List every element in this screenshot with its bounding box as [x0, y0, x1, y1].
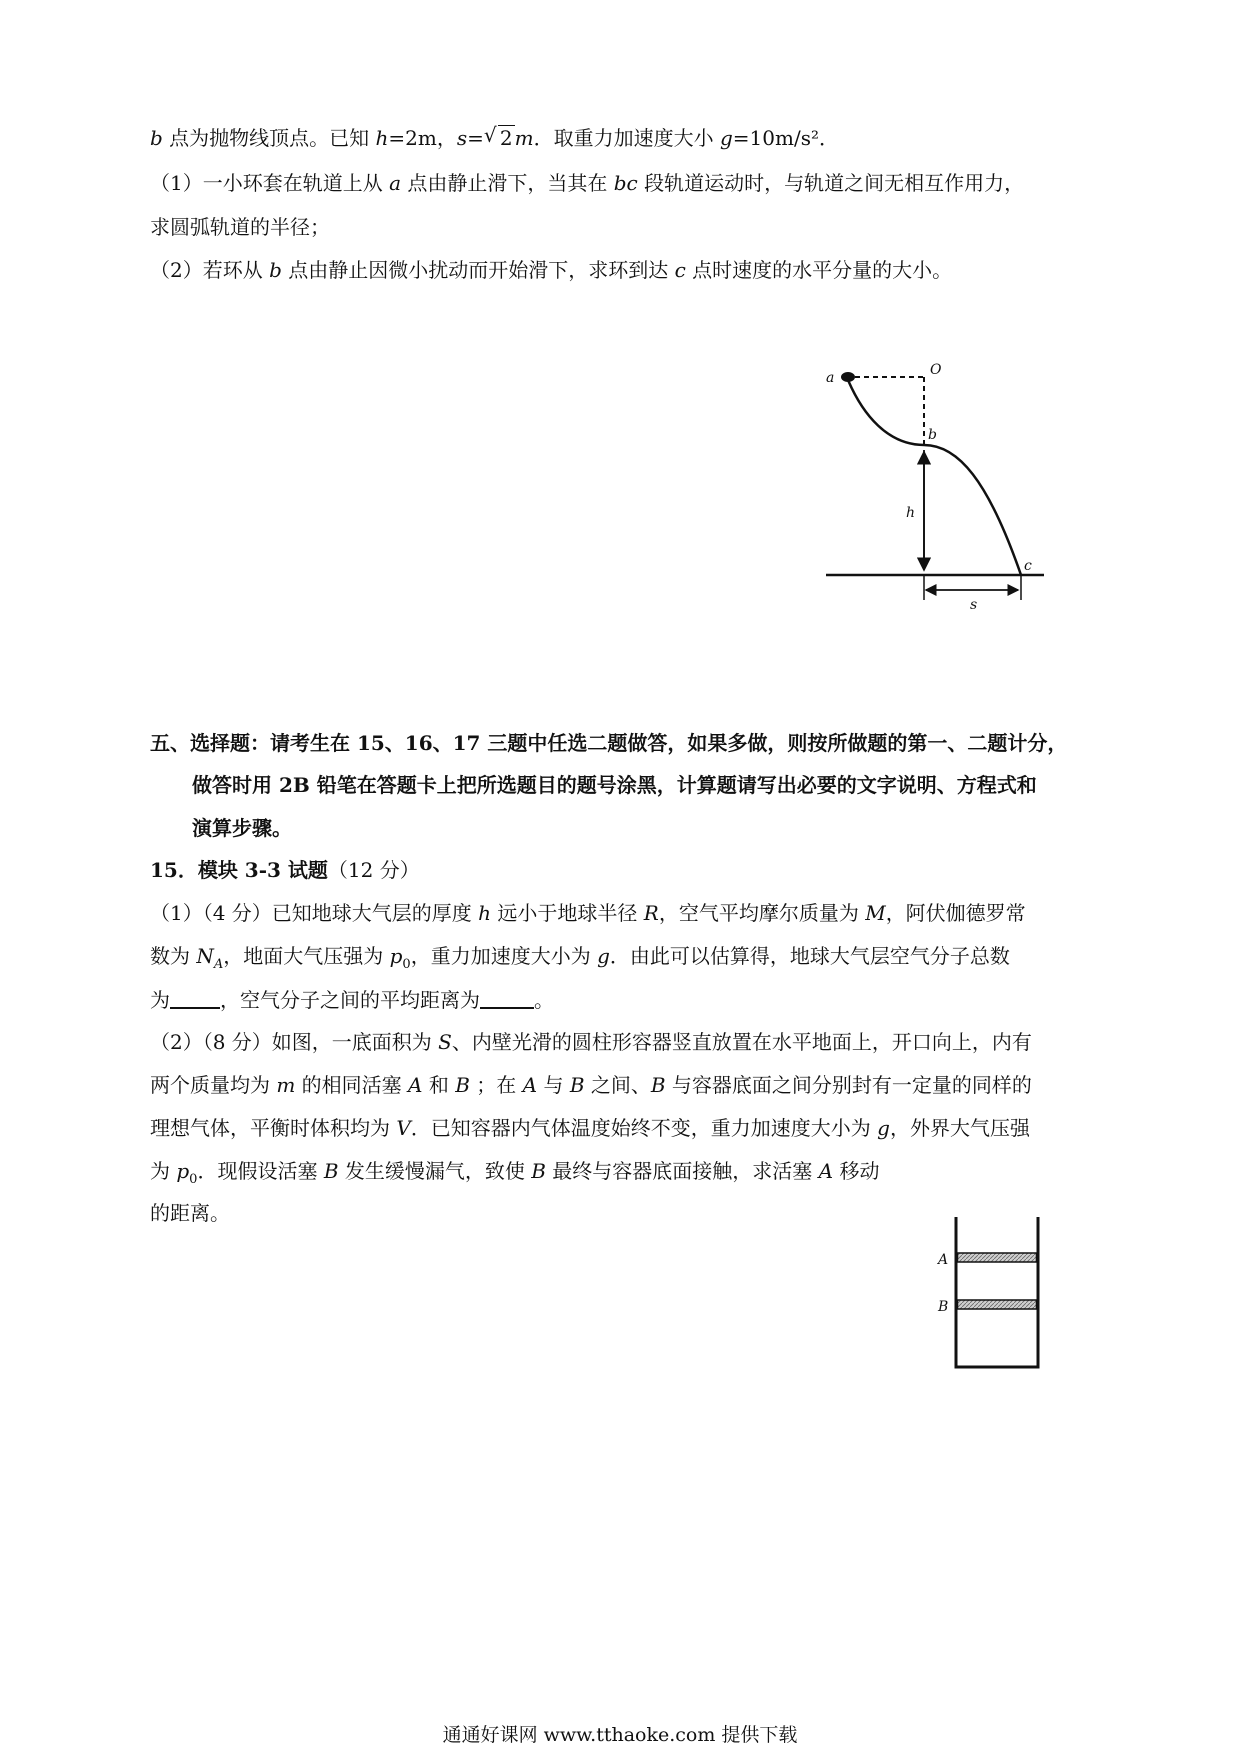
- page-footer: 通通好课网 www.tthaoke.com 提供下载: [442, 1724, 798, 1746]
- q14-part1-line2: 求圆弧轨道的半径；: [150, 215, 330, 239]
- label-s: s: [970, 597, 978, 613]
- q15-part1-line2: 数为 $N_A$，地面大气压强为 $p_0$，重力加速度大小为 g．由此可以估算得，地球大气层空气分子总数: [150, 944, 1010, 972]
- label-a: a: [826, 370, 835, 386]
- container-walls: [956, 1217, 1038, 1367]
- label-h: h: [906, 505, 916, 521]
- label-b: b: [928, 427, 937, 443]
- q15-part2-line4: 为 $p_0$．现假设活塞 B 发生缓慢漏气，致使 B 最终与容器底面接触，求活塞 A 移动: [150, 1159, 880, 1187]
- label-B: B: [938, 1299, 949, 1315]
- q14-part2-line: （2）若环从 b 点由静止因微小扰动而开始滑下，求环到达 c 点时速度的水平分量的大小。: [150, 258, 953, 282]
- label-O: O: [930, 362, 942, 378]
- q14-given-line: b 点为抛物线顶点。已知 h=2m，s= √ 2 m．取重力加速度大小 g=10m/s²．: [150, 123, 839, 150]
- parabola-track-bc: [924, 445, 1021, 575]
- q15-part2-line3: 理想气体，平衡时体积均为 V．已知容器内气体温度始终不变，重力加速度大小为 g，外界大气压强: [150, 1116, 1030, 1140]
- piston-B: [958, 1300, 1037, 1309]
- section5-line3: 演算步骤。: [192, 816, 292, 840]
- q15-title: 15．模块 3-3 试题（12 分）: [150, 858, 420, 882]
- q14-part1-line1: （1）一小环套在轨道上从 a 点由静止滑下，当其在 bc 段轨道运动时，与轨道之间无相互作用力，: [150, 171, 1025, 195]
- section5-line1: 五、选择题：请考生在 15、16、17 三题中任选二题做答，如果多做，则按所做题的第一、二题计分，: [150, 731, 1068, 755]
- answer-blank-1[interactable]: [170, 989, 220, 1009]
- q14-track-figure: [818, 360, 1058, 620]
- q15-part1-line3: 为 ，空气分子之间的平均距离为 。: [150, 988, 554, 1012]
- label-A: A: [938, 1252, 949, 1268]
- q15-part2-line1: （2）（8 分）如图，一底面积为 S、内壁光滑的圆柱形容器竖直放置在水平地面上，开口向上，内有: [150, 1030, 1032, 1054]
- q15-part2-line2: 两个质量均为 m 的相同活塞 A 和 B ；在 A 与 B 之间、B 与容器底面之间分别封有一定量的同样的: [150, 1073, 1032, 1097]
- piston-A: [958, 1253, 1037, 1262]
- q15-container-figure: [930, 1215, 1050, 1375]
- q15-part2-line5: 的距离。: [150, 1201, 230, 1225]
- answer-blank-2[interactable]: [480, 989, 534, 1009]
- section5-line2: 做答时用 2B 铅笔在答题卡上把所选题目的题号涂黑，计算题请写出必要的文字说明、方程式和: [192, 773, 1037, 797]
- arc-track-ab: [848, 380, 924, 445]
- q15-part1-line1: （1）（4 分）已知地球大气层的厚度 h 远小于地球半径 R，空气平均摩尔质量为 M，阿伏伽德罗常: [150, 901, 1026, 925]
- sqrt-expression: √ 2: [483, 123, 513, 150]
- label-c: c: [1024, 558, 1032, 574]
